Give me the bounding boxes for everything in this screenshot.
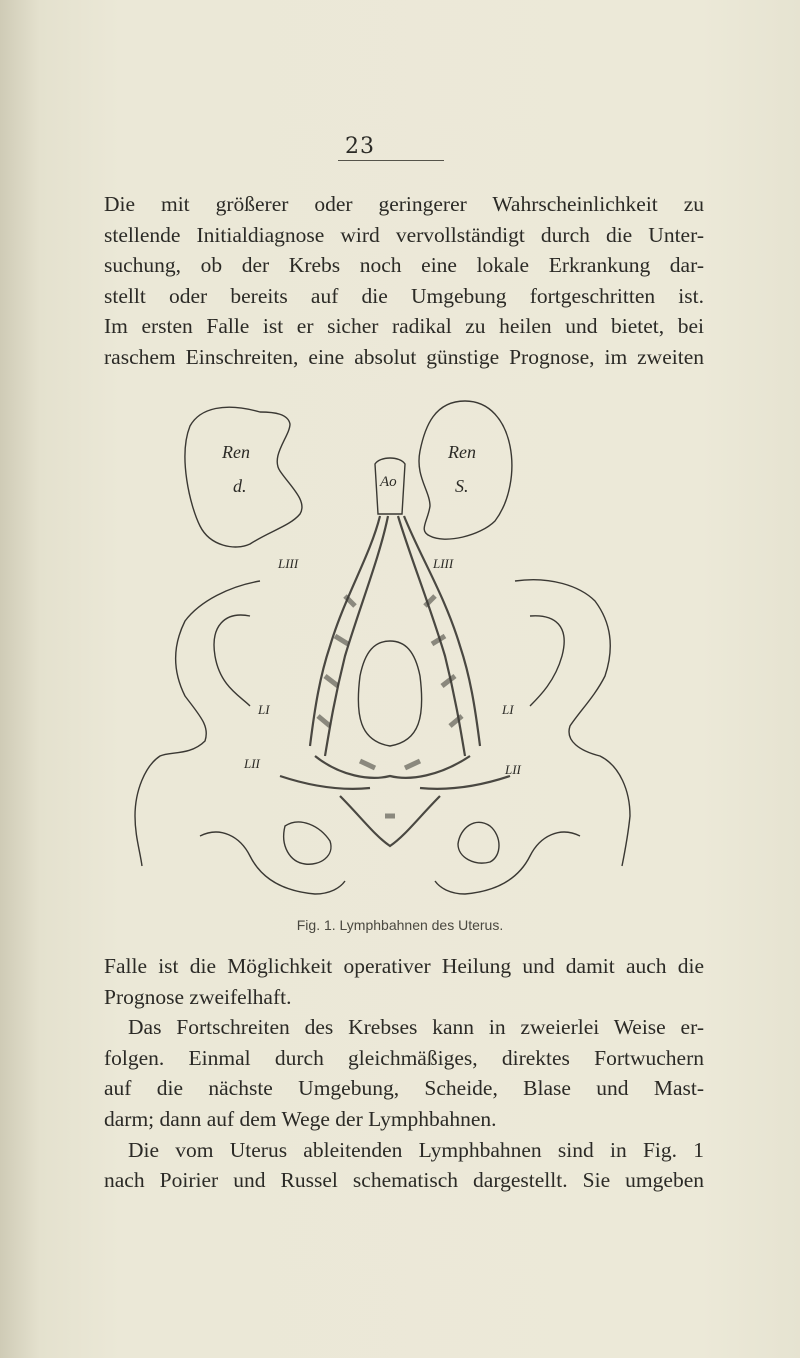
lymph-vessel [325,516,388,756]
text-line: Die mit größerer oder geringerer Wahrscheinlichkeit zu [104,192,704,216]
paragraph-bottom [104,951,704,1196]
text-line: Falle ist die Möglichkeit operativer Heilung und damit auch die [104,954,704,978]
pelvis-left-inner [214,615,250,706]
label-ren-left: Ren [448,442,476,462]
lymph-vessel [280,776,370,789]
pelvis-left-lower [200,832,345,894]
bladder-left [284,822,331,864]
paragraph-top [104,189,704,373]
label-ren-right-d: d. [233,476,247,496]
text-line: raschem Einschreiten, eine absolut günstige Prognose, im zweiten [104,344,704,369]
text-line: stellt oder bereits auf die Umgebung fortgeschritten ist. [104,283,704,308]
lymph-vessels-figure [130,396,650,916]
label-aorta: Ao [380,474,397,490]
label-l1-left: LI [258,702,270,717]
label-l2-right: LII [505,762,521,777]
lymph-vessel [404,516,480,746]
text-line: Das Fortschreiten des Krebses kann in zweierlei Weise er- [128,1015,704,1040]
lymph-vessel [420,776,510,789]
bladder-right [458,822,499,863]
lymph-vessel [310,516,380,746]
label-l2-left: LII [244,756,260,771]
pelvis-right-inner [530,616,564,706]
text-line: suchung, ob der Krebs noch eine lokale Erkrankung dar- [104,253,704,278]
text-line: Die vom Uterus ableitenden Lymphbahnen sind in Fig. 1 [128,1137,704,1162]
page-number: 23 [345,134,375,159]
pelvis-right-outline [515,580,630,866]
label-l1-right: LI [502,702,514,717]
text-line: Prognose zweifelhaft. [104,984,292,1009]
label-ren-left-s: S. [455,476,469,496]
uterus-outline [358,641,421,746]
label-l3-left: LIII [278,556,299,571]
text-line: Im ersten Falle ist er sicher radikal zu heilen und bietet, bei [104,314,704,339]
lymph-vessel [340,796,440,846]
text-line: stellende Initialdiagnose wird vervollständigt durch die Unter- [104,222,704,247]
text-line: darm; dann auf dem Wege der Lymphbahnen. [104,1106,497,1131]
label-ren-right: Ren [222,442,250,462]
text-line: auf die nächste Umgebung, Scheide, Blase und Mast- [104,1076,704,1101]
kidney-left-outline [419,401,512,539]
pelvis-left-outline [135,581,260,866]
label-l3-right: LIII [433,556,454,571]
lymph-vessel [315,756,470,778]
text-line: folgen. Einmal durch gleichmäßiges, direktes Fortwuchern [104,1045,704,1070]
text-line: nach Poirier und Russel schematisch dargestellt. Sie umgeben [104,1168,704,1193]
lymph-node-cluster [318,596,355,726]
page-number-rule [338,160,444,161]
pelvis-right-lower [435,832,580,894]
figure-caption: Fig. 1. Lymphbahnen des Uterus. [296,917,504,933]
